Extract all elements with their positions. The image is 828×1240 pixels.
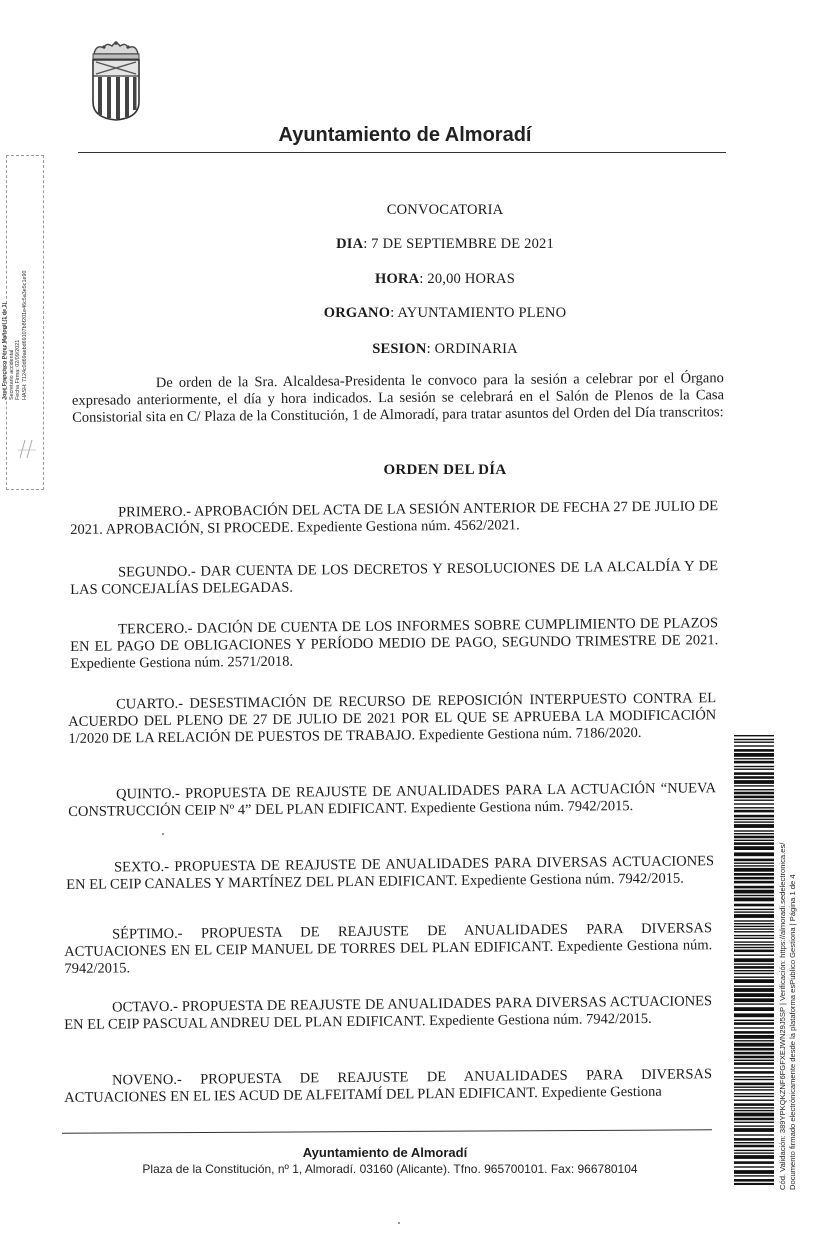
scan-speck [162,833,164,835]
barcode-bar [734,852,774,856]
signature-hash: HASH: 7124c0d69aebd69107b8f201e46c5a3e5c1e90 [21,270,28,400]
barcode-bar [734,810,774,813]
hora-value: : 20,00 HORAS [419,271,515,287]
barcode-bar [734,993,774,997]
barcode-bar [734,998,774,1002]
convocatoria-title: CONVOCATORIA [386,202,504,218]
barcode-bar [734,895,774,896]
barcode-bar [734,1118,774,1121]
agenda-item-tercero [70,615,718,673]
barcode-bar [734,1161,774,1164]
barcode-bar [734,776,774,779]
header-divider [78,152,726,153]
barcode-bar [734,1138,774,1141]
agenda-item-octavo [64,993,712,1034]
barcode-bar [734,1183,774,1185]
barcode-bar [734,1087,774,1088]
barcode-bar [734,749,774,752]
barcode-bar [734,1056,774,1059]
barcode-bar [734,789,774,790]
agenda-item-text: QUINTO.- PROPUESTA DE REAJUSTE DE ANUALIDADES PARA LA ACTUACIÓN “NUEVA CONSTRUCCIÓN CEIP Nº 4” DEL PLAN EDIFICANT. Expediente Gestiona núm. 7942/2015. [68,780,717,820]
agenda-item-text: PRIMERO.- APROBACIÓN DEL ACTA DE LA SESIÓN ANTERIOR DE FECHA 27 DE JULIO DE 2021. APROBACIÓN, SI PROCEDE. Expediente Gestiona núm. 4562/2021. [70,498,719,538]
barcode-bar [734,914,774,918]
barcode-bar [734,911,774,912]
barcode-bar [734,1083,774,1086]
barcode-bar [734,785,774,786]
barcode-bar [734,947,774,948]
hora-line [150,271,740,288]
validation-code: Cód. Validación: 389YPKQKZNF6FGFXEJWN29J5SP | Verificación: https://almoradi.sedelectronica.es/ [778,842,787,1190]
barcode-bar [734,739,774,740]
barcode-bar [734,950,774,953]
agenda-heading: ORDEN DEL DÍA [383,462,507,478]
barcode-bar [734,1122,774,1123]
barcode-bar [734,800,774,801]
barcode-bar [734,753,774,757]
agenda-item-text: TERCERO.- DACIÓN DE CUENTA DE LOS INFORMES SOBRE CUMPLIMIENTO DE PLAZOS EN EL PAGO DE OBLIGACIONES Y PERÍODO MEDIO DE PAGO, SEGUNDO TRIMESTRE DE 2021. Expediente Gestiona núm. 2571/2018. [70,615,719,672]
barcode-bar [734,944,774,945]
barcode-bar [734,1052,774,1055]
signature-scribble-icon [16,436,40,462]
barcode-bar [734,1076,774,1077]
agenda-item-cuarto [68,690,716,748]
barcode-bar [734,1152,774,1153]
footer-divider [62,1129,712,1133]
footer-address: Plaza de la Constitución, nº 1, Almoradí. 03160 (Alicante). Tfno. 965700101. Fax: 966780104 [142,1162,638,1176]
barcode-bar [734,1142,774,1143]
barcode-bar [734,873,774,876]
barcode-bar [734,742,774,743]
coat-of-arms-icon [88,40,144,122]
agenda-item-text: OCTAVO.- PROPUESTA DE REAJUSTE DE ANUALIDADES PARA DIVERSAS ACTUACIONES EN EL CEIP PASCUAL ANDREU DEL PLAN EDIFICANT. Expediente Gestiona núm. 7942/2015. [64,993,713,1033]
agenda-item-sexto [66,853,714,894]
barcode-bar [734,935,774,936]
agenda-item-primero [70,498,718,539]
agenda-item-text: CUARTO.- DESESTIMACIÓN DE RECURSO DE REPOSICIÓN INTERPUESTO CONTRA EL ACUERDO DEL PLENO DE 27 DE JULIO DE 2021 POR EL QUE SE APRUEBA LA MODIFICACIÓN 1/2020 DE LA RELACIÓN DE PUESTOS DE TRABAJO. Expediente Gestiona núm. 7186/2020. [68,690,717,747]
barcode-bar [734,931,774,932]
barcode-bar [734,970,774,971]
barcode-bar [734,758,774,759]
barcode-bar [734,1093,774,1094]
barcode-bar [734,977,774,978]
barcode-bar [734,1020,774,1021]
signer-name: José Francisco Pérez Mañogil (1 de 1) [2,302,8,400]
barcode-bar [734,881,774,884]
agenda-item-text: SÉPTIMO.- PROPUESTA DE REAJUSTE DE ANUALIDADES PARA DIVERSAS ACTUACIONES EN EL CEIP MANUEL DE TORRES DEL PLAN EDIFICANT. Expediente Gestiona núm. 7942/2015. [64,920,713,977]
barcode-bar [734,898,774,902]
barcode-bar [734,926,774,927]
agenda-item-segundo [70,558,718,599]
signer-role: Secretario accidental [8,349,15,400]
barcode-bar [734,1166,774,1167]
validation-block [778,750,797,1190]
barcode-bar [734,1031,774,1034]
barcode-bar [734,928,774,929]
barcode-bar [734,796,774,799]
barcode-bar [734,830,774,831]
barcode-bar [734,1155,774,1159]
barcode-bar [734,1096,774,1097]
intro-paragraph [72,370,724,427]
barcode-bar [734,1071,774,1074]
barcode-bar [734,846,774,850]
barcode-bar [734,958,774,962]
barcode-icon [734,735,774,1185]
barcode-bar [734,985,774,986]
barcode-bar [734,1003,774,1004]
signature-block [2,80,28,400]
barcode-bar [734,803,774,804]
sesion-value: : ORDINARIA [426,341,518,357]
footer-title: Ayuntamiento de Almoradí [302,1145,468,1160]
barcode-bar [734,1027,774,1028]
barcode-bar [734,735,774,736]
barcode-bar [734,1079,774,1080]
barcode-bar [734,840,774,841]
barcode-bar [734,792,774,795]
agenda-item-septimo [64,920,712,978]
barcode-bar [734,1013,774,1017]
barcode-bar [734,1035,774,1039]
page-title: Ayuntamiento de Almoradí [278,124,532,146]
barcode-bar [734,1150,774,1151]
barcode-bar [734,886,774,889]
barcode-bar [734,1175,774,1176]
barcode-bar [734,865,774,866]
barcode-bar [734,807,774,808]
barcode-bar [734,877,774,880]
hora-label: HORA [375,271,420,287]
barcode-bar [734,1089,774,1090]
organo-value: : AYUNTAMIENTO PLENO [390,305,567,321]
barcode-bar [734,988,774,992]
barcode-bar [734,815,774,818]
barcode-bar [734,1179,774,1182]
barcode-bar [734,979,774,983]
barcode-bar [734,955,774,956]
barcode-bar [734,1040,774,1041]
barcode-bar [734,909,774,910]
dia-value: : 7 DE SEPTIEMBRE DE 2021 [363,236,554,252]
signature-date: Fecha Firma: 02/09/2021 [15,339,21,400]
scan-speck [398,1222,400,1224]
intro-text: De orden de la Sra. Alcaldesa-Presidenta le convoco para la sesión a celebrar por el Órgano expresado anteriormente, el día y hora indicados. La sesión se celebrará en el Salón de Plenos de la Casa Consistorial sita en C/ Plaza de la Constitución, 1 de Almoradí, para tratar asuntos del Orden del Día transcritos: [71,370,725,426]
barcode-bar [734,1110,774,1111]
barcode-bar [734,1043,774,1047]
barcode-bar [734,766,774,767]
agenda-item-text: NOVENO.- PROPUESTA DE REAJUSTE DE ANUALIDADES PARA DIVERSAS ACTUACIONES EN EL IES ACUD DE ALFEITAMÍ DEL PLAN EDIFICANT. Expediente Gestiona [64,1066,713,1106]
barcode-bar [734,761,774,764]
barcode-bar [734,1107,774,1108]
barcode-bar [734,1145,774,1148]
barcode-bar [734,966,774,969]
barcode-bar [734,842,774,845]
dia-line [150,236,740,253]
sesion-label: SESION [372,341,427,357]
barcode-bar [734,745,774,746]
barcode-bar [734,890,774,894]
barcode-bar [734,1134,774,1135]
agenda-item-quinto [68,780,716,821]
barcode-bar [734,821,774,822]
barcode-bar [734,1103,774,1106]
barcode-bar [734,819,774,820]
barcode-bar [734,772,774,775]
barcode-bar [734,1170,774,1174]
barcode-bar [734,833,774,834]
barcode-bar [734,941,774,942]
barcode-bar [734,1113,774,1117]
barcode-bar [734,836,774,839]
agenda-item-text: SEGUNDO.- DAR CUENTA DE LOS DECRETOS Y RESOLUCIONES DE LA ALCALDÍA Y DE LAS CONCEJALÍAS DELEGADAS. [70,558,719,598]
barcode-bar [734,824,774,828]
barcode-bar [734,963,774,964]
agenda-item-text: SEXTO.- PROPUESTA DE REAJUSTE DE ANUALIDADES PARA DIVERSAS ACTUACIONES EN EL CEIP CANALES Y MARTÍNEZ DEL PLAN EDIFICANT. Expediente Gestiona núm. 7942/2015. [66,853,715,893]
barcode-bar [734,1060,774,1061]
barcode-bar [734,1007,774,1011]
barcode-bar [734,868,774,872]
barcode-bar [734,973,774,974]
barcode-bar [734,923,774,924]
barcode-bar [734,1048,774,1051]
barcode-bar [734,1022,774,1025]
barcode-bar [734,1067,774,1068]
barcode-bar [734,1100,774,1101]
barcode-bar [734,859,774,862]
barcode-bar [734,1062,774,1065]
barcode-bar [734,1125,774,1126]
agenda-item-noveno [64,1066,712,1107]
organo-line [150,305,740,322]
barcode-bar [734,863,774,864]
barcode-bar [734,780,774,784]
dia-label: DIA [336,236,364,252]
barcode-bar [734,769,774,770]
validation-note: Documento firmado electrónicamente desde la plataforma esPublico Gestiona | Página 1 de 4 [787,874,797,1190]
organo-label: ORGANO [323,305,391,321]
barcode-bar [734,904,774,907]
sesion-line [150,341,740,358]
barcode-bar [734,938,774,939]
barcode-bar [734,1128,774,1132]
barcode-bar [734,920,774,921]
